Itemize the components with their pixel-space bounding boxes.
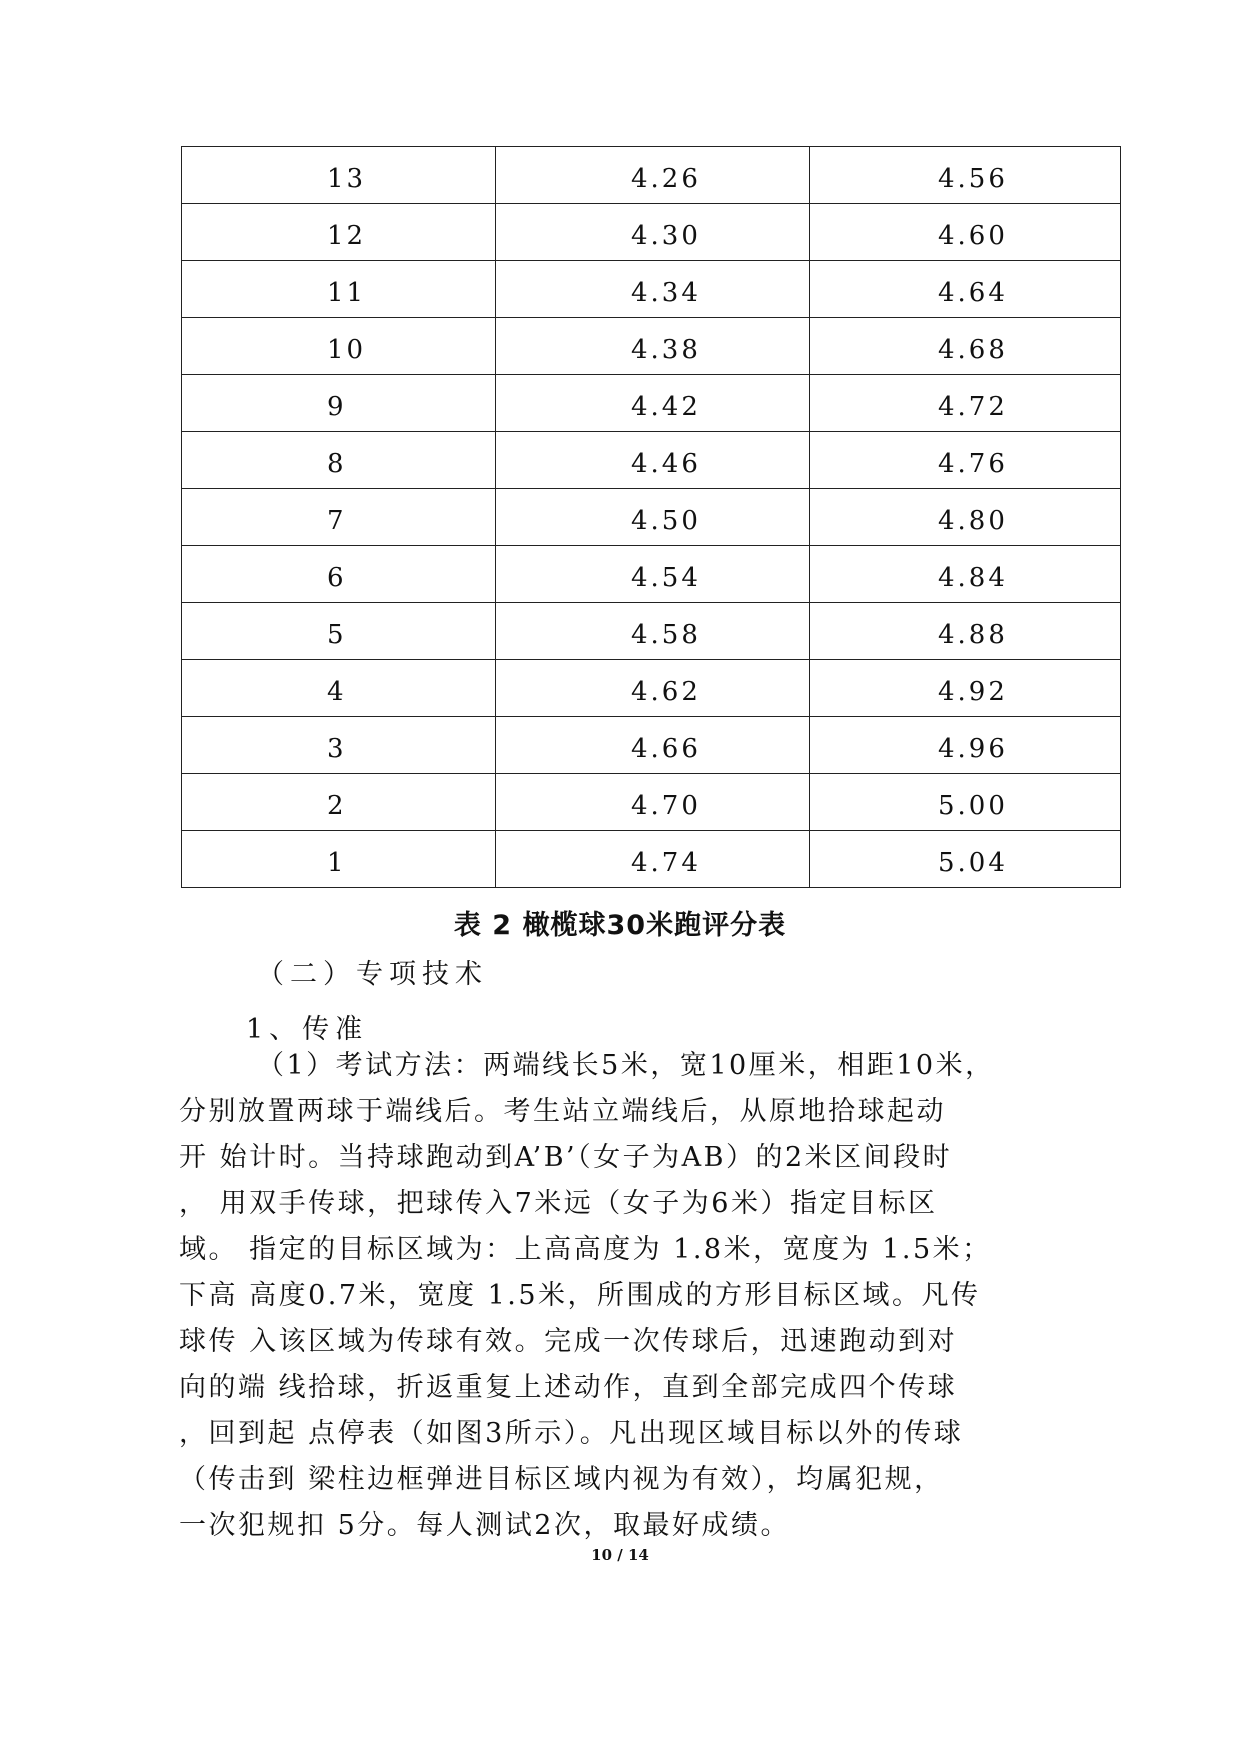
score-cell-text: 11: [327, 278, 367, 308]
score-cell-text: 10: [327, 335, 367, 365]
table-row: [182, 375, 1121, 432]
table-row: [182, 318, 1121, 375]
table-row: [182, 204, 1121, 261]
male-time-cell: [496, 147, 810, 204]
female-time-cell: [810, 261, 1121, 318]
table-row: [182, 603, 1121, 660]
male-time-cell-text: 4.54: [631, 563, 701, 593]
male-time-cell: [496, 204, 810, 261]
score-cell-text: 7: [327, 506, 347, 536]
male-time-cell: [496, 432, 810, 489]
score-table: [181, 146, 1121, 888]
paragraph-line: 分别放置两球于端线后。考生站立端线后，从原地拾球起动: [179, 1096, 946, 1127]
male-time-cell-text: 4.62: [631, 677, 701, 707]
male-time-cell: [496, 660, 810, 717]
table-row: [182, 261, 1121, 318]
score-cell: [182, 318, 496, 375]
score-cell-text: 2: [327, 791, 347, 821]
score-cell-text: 3: [327, 734, 347, 764]
score-cell-text: 5: [327, 620, 347, 650]
male-time-cell-text: 4.66: [631, 734, 701, 764]
female-time-cell: [810, 831, 1121, 888]
score-cell-text: 8: [327, 449, 347, 479]
male-time-cell-text: 4.58: [631, 620, 701, 650]
female-time-cell: [810, 147, 1121, 204]
score-cell: [182, 261, 496, 318]
female-time-cell: [810, 318, 1121, 375]
male-time-cell: [496, 603, 810, 660]
male-time-cell: [496, 318, 810, 375]
table-row: [182, 774, 1121, 831]
score-cell-text: 1: [327, 848, 347, 878]
female-time-cell-text: 4.64: [938, 278, 1008, 308]
male-time-cell-text: 4.30: [631, 221, 701, 251]
score-cell: [182, 660, 496, 717]
table-caption: 表 2 橄榄球30米跑评分表: [453, 910, 787, 941]
male-time-cell: [496, 546, 810, 603]
female-time-cell: [810, 774, 1121, 831]
page-number: 10 / 14: [591, 1546, 649, 1564]
female-time-cell-text: 4.92: [938, 677, 1008, 707]
paragraph-line: ， 用双手传球，把球传入7米远（女子为6米）指定目标区: [179, 1188, 938, 1219]
male-time-cell-text: 4.50: [631, 506, 701, 536]
paragraph-line: 球传 入该区域为传球有效。完成一次传球后，迅速跑动到对: [179, 1326, 958, 1357]
male-time-cell-text: 4.38: [631, 335, 701, 365]
male-time-cell: [496, 489, 810, 546]
male-time-cell: [496, 717, 810, 774]
male-time-cell-text: 4.42: [631, 392, 701, 422]
table-row: [182, 660, 1121, 717]
table-row: [182, 147, 1121, 204]
female-time-cell-text: 5.04: [938, 848, 1008, 878]
table-row: [182, 717, 1121, 774]
female-time-cell: [810, 546, 1121, 603]
male-time-cell-text: 4.46: [631, 449, 701, 479]
subsection-heading: 1、传准: [246, 1014, 369, 1045]
score-cell: [182, 774, 496, 831]
female-time-cell-text: 4.56: [938, 164, 1008, 194]
female-time-cell: [810, 603, 1121, 660]
female-time-cell-text: 4.76: [938, 449, 1008, 479]
female-time-cell-text: 4.96: [938, 734, 1008, 764]
male-time-cell-text: 4.74: [631, 848, 701, 878]
score-cell: [182, 375, 496, 432]
paragraph-line: 向的端 线拾球，折返重复上述动作，直到全部完成四个传球: [179, 1372, 958, 1403]
score-cell-text: 12: [327, 221, 367, 251]
score-cell-text: 9: [327, 392, 347, 422]
female-time-cell: [810, 432, 1121, 489]
paragraph-line: ，回到起 点停表（如图3所示）。凡出现区域目标以外的传球: [179, 1418, 964, 1449]
table-row: [182, 432, 1121, 489]
paragraph-line: （1）考试方法：两端线长5米，宽10厘米，相距10米，: [257, 1050, 995, 1081]
female-time-cell: [810, 375, 1121, 432]
score-cell-text: 13: [327, 164, 367, 194]
male-time-cell: [496, 831, 810, 888]
female-time-cell-text: 4.84: [938, 563, 1008, 593]
score-cell: [182, 831, 496, 888]
section-heading: （二）专项技术: [257, 959, 488, 990]
female-time-cell-text: 4.68: [938, 335, 1008, 365]
female-time-cell-text: 5.00: [938, 791, 1008, 821]
male-time-cell: [496, 261, 810, 318]
table-row: [182, 831, 1121, 888]
female-time-cell: [810, 204, 1121, 261]
score-cell: [182, 489, 496, 546]
male-time-cell-text: 4.26: [631, 164, 701, 194]
score-cell: [182, 204, 496, 261]
score-cell: [182, 546, 496, 603]
paragraph-line: 开 始计时。当持球跑动到A’B’（女子为AB）的2米区间段时: [179, 1142, 953, 1173]
paragraph-line: 一次犯规扣 5分。每人测试2次，取最好成绩。: [179, 1510, 790, 1541]
male-time-cell-text: 4.70: [631, 791, 701, 821]
score-cell-text: 6: [327, 563, 347, 593]
female-time-cell: [810, 489, 1121, 546]
score-cell: [182, 717, 496, 774]
paragraph-line: 域。 指定的目标区域为：上高高度为 1.8米，宽度为 1.5米；: [179, 1234, 992, 1265]
score-cell-text: 4: [327, 677, 347, 707]
paragraph-line: 下高 高度0.7米，宽度 1.5米，所围成的方形目标区域。凡传: [179, 1280, 981, 1311]
table-row: [182, 489, 1121, 546]
female-time-cell: [810, 660, 1121, 717]
male-time-cell-text: 4.34: [631, 278, 701, 308]
table-row: [182, 546, 1121, 603]
score-cell: [182, 432, 496, 489]
male-time-cell: [496, 375, 810, 432]
female-time-cell-text: 4.72: [938, 392, 1008, 422]
paragraph-line: （传击到 梁柱边框弹进目标区域内视为有效），均属犯规，: [179, 1464, 944, 1495]
male-time-cell: [496, 774, 810, 831]
female-time-cell-text: 4.80: [938, 506, 1008, 536]
score-cell: [182, 147, 496, 204]
female-time-cell-text: 4.88: [938, 620, 1008, 650]
female-time-cell-text: 4.60: [938, 221, 1008, 251]
score-cell: [182, 603, 496, 660]
female-time-cell: [810, 717, 1121, 774]
